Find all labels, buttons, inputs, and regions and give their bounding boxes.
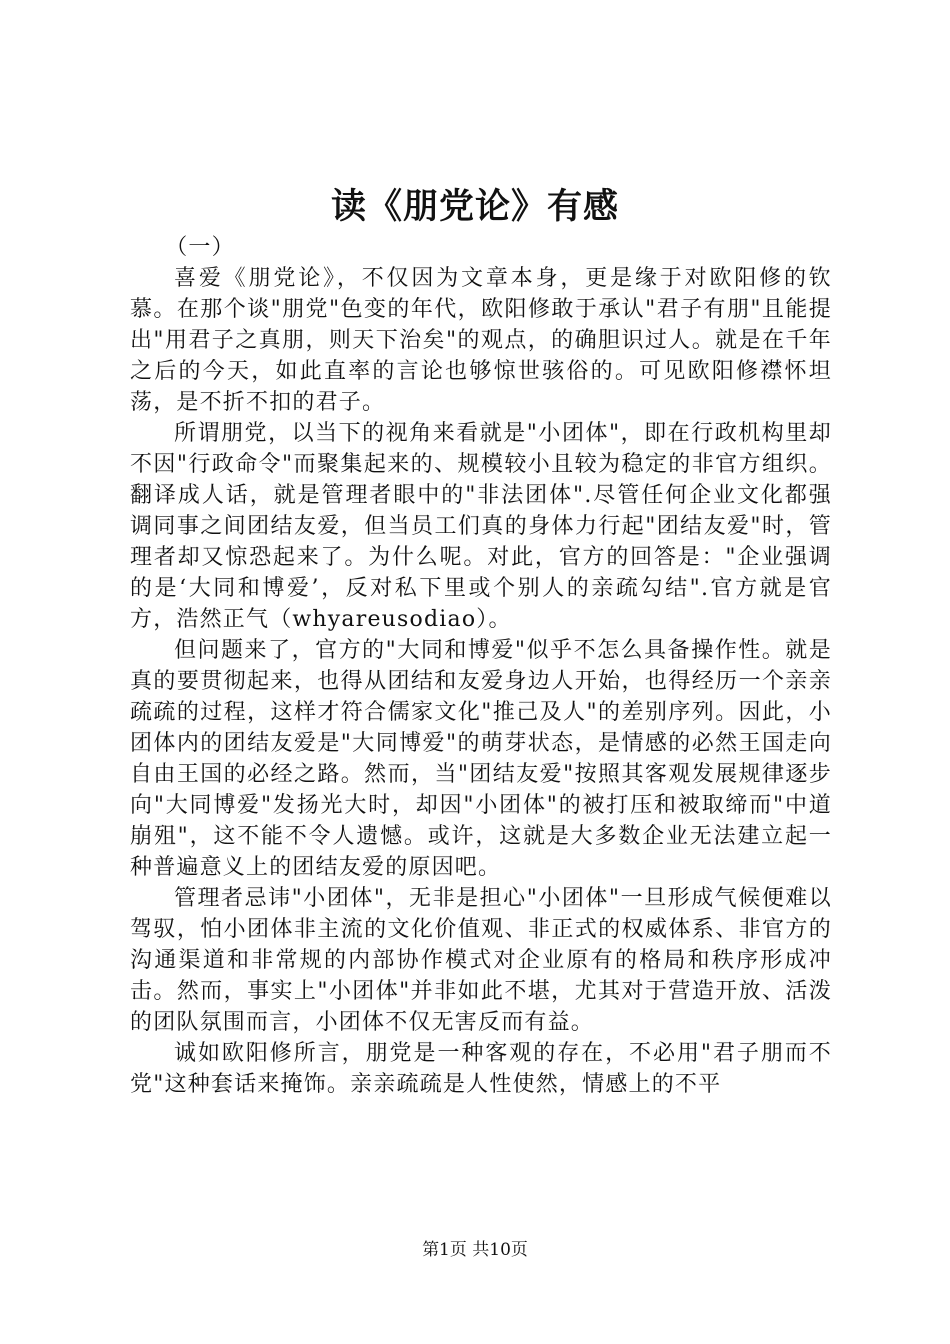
paragraph: 喜爱《朋党论》，不仅因为文章本身，更是缘于对欧阳修的钦慕。在那个谈"朋党"色变的年代，欧阳修敢于承认"君子有朋"且能提出"用君子之真朋，则天下治矣"的观点，的确胆识过人。就是在千年之后的今天，如此直率的言论也够惊世骇俗的。可见欧阳修襟怀坦荡，是不折不扣的君子。 [130, 266, 832, 415]
document-title: 读《朋党论》有感 [330, 186, 619, 227]
paragraph: 诚如欧阳修所言，朋党是一种客观的存在，不必用"君子朋而不党"这种套话来掩饰。亲亲疏疏是人性使然，情感上的不平 [130, 1041, 832, 1097]
paragraph: 所谓朋党，以当下的视角来看就是"小团体"，即在行政机构里却不因"行政命令"而聚集起来的、规模较小且较为稳定的非官方组织。翻译成人话，就是管理者眼中的"非法团体".尽管任何企业文化都强调同事之间团结友爱，但当员工们真的身体力行起"团结友爱"时，管理者却又惊恐起来了。为什么呢。对此，官方的回答是："企业强调的是‘大同和博爱’，反对私下里或个别人的亲疏勾结".官方就是官方，浩然正气（whyareusodiao）。 [130, 421, 832, 632]
section-mark: （一） [165, 235, 235, 260]
paragraph: 但问题来了，官方的"大同和博爱"似乎不怎么具备操作性。就是真的要贯彻起来，也得从团结和友爱身边人开始，也得经历一个亲亲疏疏的过程，这样才符合儒家文化"推己及人"的差别序列。因此，小团体内的团结友爱是"大同博爱"的萌芽状态，是情感的必然王国走向自由王国的必经之路。然而，当"团结友爱"按照其客观发展规律逐步向"大同博爱"发扬光大时，却因"小团体"的被打压和被取缔而"中道崩殂"，这不能不令人遗憾。或许，这就是大多数企业无法建立起一种普遍意义上的团结友爱的原因吧。 [130, 638, 832, 880]
document-body [130, 232, 832, 1100]
paragraph: 管理者忌讳"小团体"，无非是担心"小团体"一旦形成气候便难以驾驭，怕小团体非主流的文化价值观、非正式的权威体系、非官方的沟通渠道和非常规的内部协作模式对企业原有的格局和秩序形成冲击。然而，事实上"小团体"并非如此不堪，尤其对于营造开放、活泼的团队氛围而言，小团体不仅无害反而有益。 [130, 886, 832, 1035]
page-number-footer: 第1页 共10页 [422, 1240, 528, 1260]
